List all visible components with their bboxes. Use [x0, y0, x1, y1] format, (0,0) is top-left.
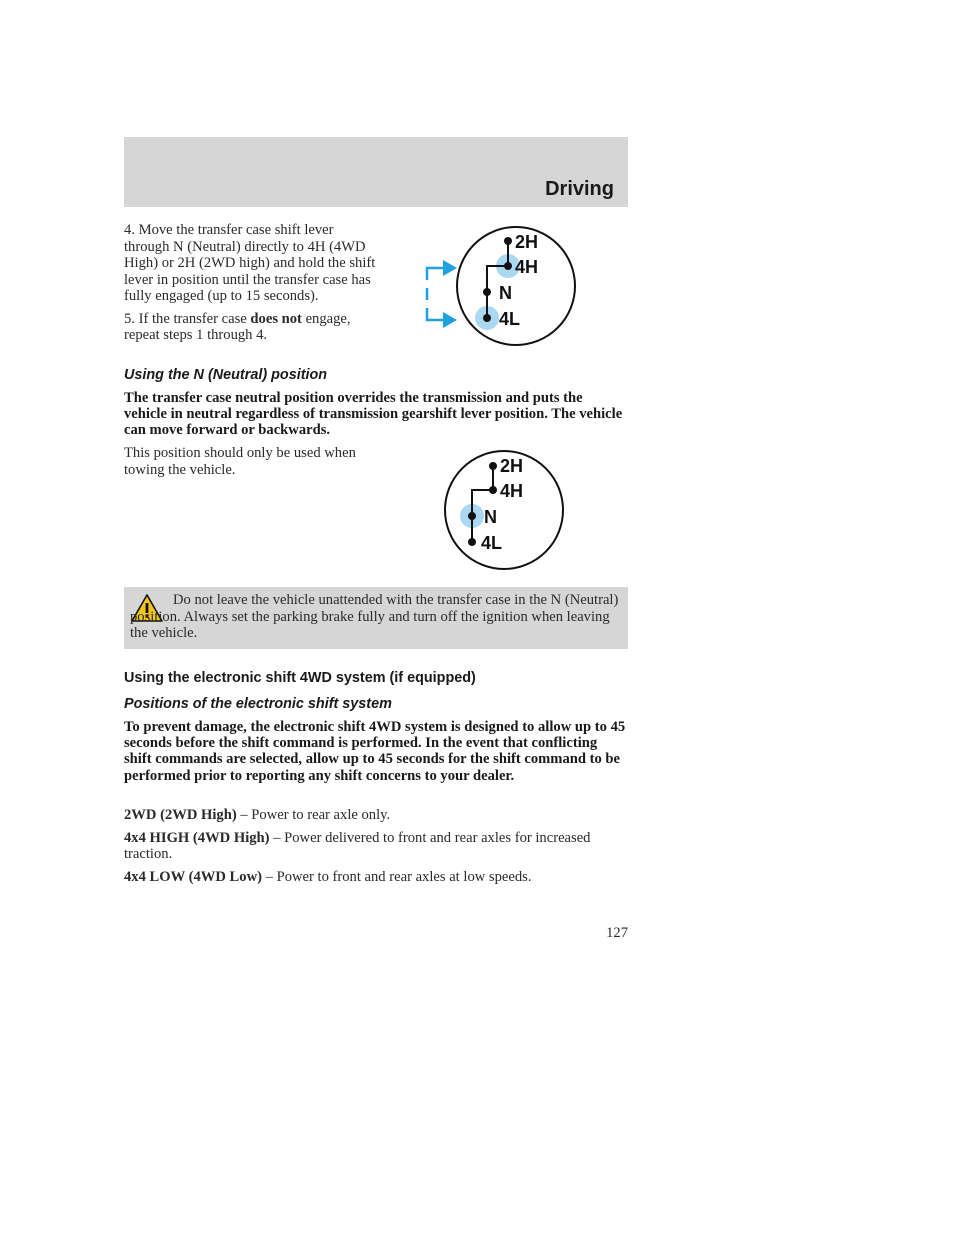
- label-4h: 4H: [515, 257, 539, 277]
- neutral-warning-text: The transfer case neutral position overrides the transmission and puts the vehicle in neutral regardless of transmission gearshift lever position. The vehicle can move forward or backwards.: [124, 390, 623, 439]
- steps-text: [124, 222, 376, 344]
- page-number: 127: [606, 925, 628, 941]
- caution-box: [124, 587, 628, 649]
- section-header: [124, 137, 628, 207]
- label-4l: 4L: [481, 533, 503, 553]
- position-dot-2h: [504, 237, 512, 245]
- arrow-head-to-4h: [443, 260, 457, 276]
- label-4l: 4L: [499, 309, 521, 329]
- position-item-4x4-low: 4x4 LOW (4WD Low) – Power to front and rear axles at low speeds.: [124, 868, 532, 885]
- label-4h: 4H: [500, 481, 524, 501]
- shift-pattern-diagram-2: [440, 449, 568, 573]
- shift-pattern-diagram-1: [415, 224, 585, 350]
- position-dot-4h: [489, 486, 497, 494]
- position-dot-2h: [489, 462, 497, 470]
- label-n: N: [499, 283, 512, 303]
- position-dot-4h: [504, 262, 512, 270]
- step-4: 4. Move the transfer case shift lever through N (Neutral) directly to 4H (4WD High) or 2H (2WD high) and hold the shift lever in position until the transfer case has fully engaged (up to 15 seconds).: [124, 222, 376, 304]
- positions-subheading: Positions of the electronic shift system: [124, 696, 392, 712]
- damage-warning-text: To prevent damage, the electronic shift 4WD system is designed to allow up to 45 seconds before the shift command is performed. In the event that conflicting shift commands are selected, allow up to 45 seconds for the shift command to be performed prior to reporting any shift concerns to your dealer.: [124, 719, 626, 784]
- section-title: Driving: [545, 178, 614, 200]
- arrow-line: [427, 268, 445, 280]
- neutral-heading: Using the N (Neutral) position: [124, 367, 328, 383]
- position-dot-n: [468, 512, 476, 520]
- position-dot-n: [483, 288, 491, 296]
- position-dot-4l: [483, 314, 491, 322]
- arrow-head-to-4l: [443, 312, 457, 328]
- caution-text: Do not leave the vehicle unattended with the transfer case in the N (Neutral) position. Always set the parking brake fully and turn off the ignition when leaving the vehicle.: [130, 592, 619, 641]
- label-2h: 2H: [515, 232, 539, 252]
- label-2h: 2H: [500, 456, 524, 476]
- electronic-shift-heading: Using the electronic shift 4WD system (if equipped): [124, 670, 476, 686]
- neutral-note: This position should only be used when towing the vehicle.: [124, 445, 356, 478]
- position-item-2wd: 2WD (2WD High) – Power to rear axle only.: [124, 807, 391, 823]
- position-item-4x4-high: 4x4 HIGH (4WD High) – Power delivered to front and rear axles for increased traction.: [124, 829, 591, 862]
- step-5: 5. If the transfer case does not engage, repeat steps 1 through 4.: [124, 310, 351, 343]
- position-dot-4l: [468, 538, 476, 546]
- label-n: N: [484, 507, 497, 527]
- positions-list: [124, 807, 628, 885]
- arrow-line: [427, 308, 445, 320]
